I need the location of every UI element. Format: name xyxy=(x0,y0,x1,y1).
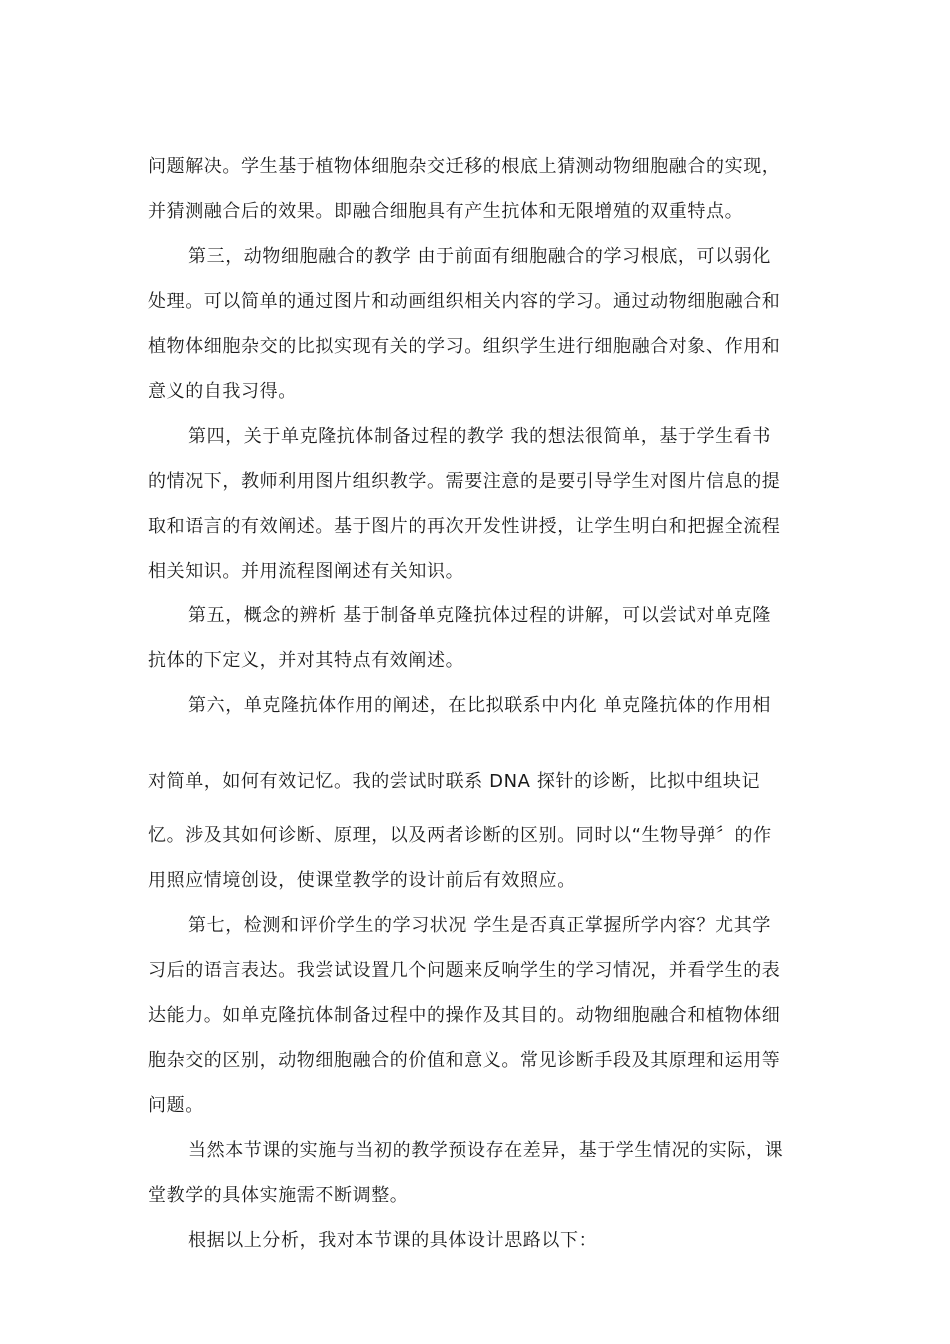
text-line: 意义的自我习得。 xyxy=(148,381,297,402)
text-line: 达能力。如单克隆抗体制备过程中的操作及其目的。动物细胞融合和植物体细 xyxy=(148,1005,781,1026)
text-line: 取和语言的有效阐述。基于图片的再次开发性讲授，让学生明白和把握全流程 xyxy=(148,516,781,537)
text-line: 相关知识。并用流程图阐述有关知识。 xyxy=(148,561,465,582)
text-line: 堂教学的具体实施需不断调整。 xyxy=(148,1185,409,1206)
text-line: 问题。 xyxy=(148,1095,204,1116)
text-line: 的情况下，教师利用图片组织教学。需要注意的是要引导学生对图片信息的提 xyxy=(148,471,781,492)
text-line: 胞杂交的区别，动物细胞融合的价值和意义。常见诊断手段及其原理和运用等 xyxy=(148,1050,781,1071)
text-line: 习后的语言表达。我尝试设置几个问题来反响学生的学习情况，并看学生的表 xyxy=(148,960,781,981)
text-line: 对简单，如何有效记忆。我的尝试时联系 DNA 探针的诊断，比拟中组块记 xyxy=(148,771,761,792)
paragraph-heading-4: 第四，关于单克隆抗体制备过程的教学 我的想法很简单，基于学生看书 xyxy=(188,426,771,447)
text-line: 当然本节课的实施与当初的教学预设存在差异，基于学生情况的实际，课 xyxy=(188,1140,784,1161)
text-line: 植物体细胞杂交的比拟实现有关的学习。组织学生进行细胞融合对象、作用和 xyxy=(148,336,781,357)
paragraph-heading-5: 第五，概念的辨析 基于制备单克隆抗体过程的讲解，可以尝试对单克隆 xyxy=(188,605,771,626)
paragraph-heading-6: 第六，单克隆抗体作用的阐述，在比拟联系中内化 单克隆抗体的作用相 xyxy=(188,695,771,716)
text-line: 根据以上分析，我对本节课的具体设计思路以下： xyxy=(188,1230,598,1251)
text-line: 并猜测融合后的效果。即融合细胞具有产生抗体和无限增殖的双重特点。 xyxy=(148,201,744,222)
paragraph-heading-7: 第七，检测和评价学生的学习状况 学生是否真正掌握所学内容？尤其学 xyxy=(188,915,771,936)
text-line: 问题解决。学生基于植物体细胞杂交迁移的根底上猜测动物细胞融合的实现， xyxy=(148,156,781,177)
text-line: 忆。涉及其如何诊断、原理，以及两者诊断的区别。同时以“生物导弹〞的作 xyxy=(148,825,772,846)
paragraph-heading-3: 第三，动物细胞融合的教学 由于前面有细胞融合的学习根底，可以弱化 xyxy=(188,246,771,267)
text-line: 处理。可以简单的通过图片和动画组织相关内容的学习。通过动物细胞融合和 xyxy=(148,291,781,312)
text-line: 抗体的下定义，并对其特点有效阐述。 xyxy=(148,650,465,671)
text-line: 用照应情境创设，使课堂教学的设计前后有效照应。 xyxy=(148,870,576,891)
